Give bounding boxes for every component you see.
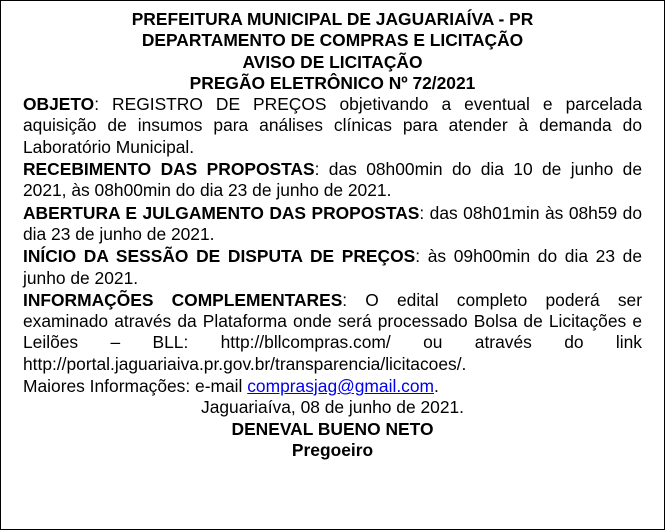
header-municipality: PREFEITURA MUNICIPAL DE JAGUARIAÍVA - PR	[131, 9, 534, 29]
signer-role: Pregoeiro	[291, 439, 374, 460]
more-info-prefix: Maiores Informações: e-mail	[23, 376, 248, 397]
header-department: DEPARTAMENTO DE COMPRAS E LICITAÇÃO	[141, 30, 524, 51]
inicio-text: : às 09h00min do dia 23 de junho de 2021.	[23, 246, 642, 288]
informacoes-text: : O edital completo poderá ser examinado através da Plataforma onde será processado Bolsa de Licitações e Leilões – BLL: http://bllcompras.com/ ou através do link http://portal.jaguariaiva.pr.gov.br/transparencia/licitacoes/.	[23, 289, 642, 374]
more-info-line	[23, 376, 642, 397]
section-objeto	[23, 94, 642, 158]
recebimento-text: : das 08h00min do dia 10 de junho de 2021, às 08h00min do dia 23 de junho de 2021.	[23, 159, 642, 201]
objeto-text: : REGISTRO DE PREÇOS objetivando a eventual e parcelada aquisição de insumos para análises clínicas para atender à demanda do Laboratório Municipal.	[23, 94, 642, 157]
inicio-label: INÍCIO DA SESSÃO DE DISPUTA DE PREÇOS	[23, 246, 416, 267]
abertura-text: : das 08h01min às 08h59 do dia 23 de junho de 2021.	[23, 202, 642, 244]
section-recebimento	[23, 159, 642, 202]
section-abertura	[23, 203, 642, 246]
more-info-suffix: .	[434, 376, 439, 397]
section-informacoes	[23, 290, 642, 375]
section-inicio	[23, 246, 642, 289]
notice-header	[23, 9, 642, 94]
recebimento-label: RECEBIMENTO DAS PROPOSTAS	[23, 159, 315, 180]
informacoes-label: INFORMAÇÕES COMPLEMENTARES	[23, 289, 343, 310]
header-notice-type: AVISO DE LICITAÇÃO	[242, 51, 423, 72]
objeto-label: OBJETO	[23, 94, 95, 115]
place-date: Jaguariaíva, 08 de junho de 2021.	[201, 397, 464, 418]
signer-name: DENEVAL BUENO NETO	[231, 418, 434, 439]
abertura-label: ABERTURA E JULGAMENTO DAS PROPOSTAS	[23, 202, 420, 223]
email-link[interactable]: comprasjag@gmail.com	[247, 376, 435, 397]
header-auction-number: PREGÃO ELETRÔNICO Nº 72/2021	[189, 72, 476, 93]
